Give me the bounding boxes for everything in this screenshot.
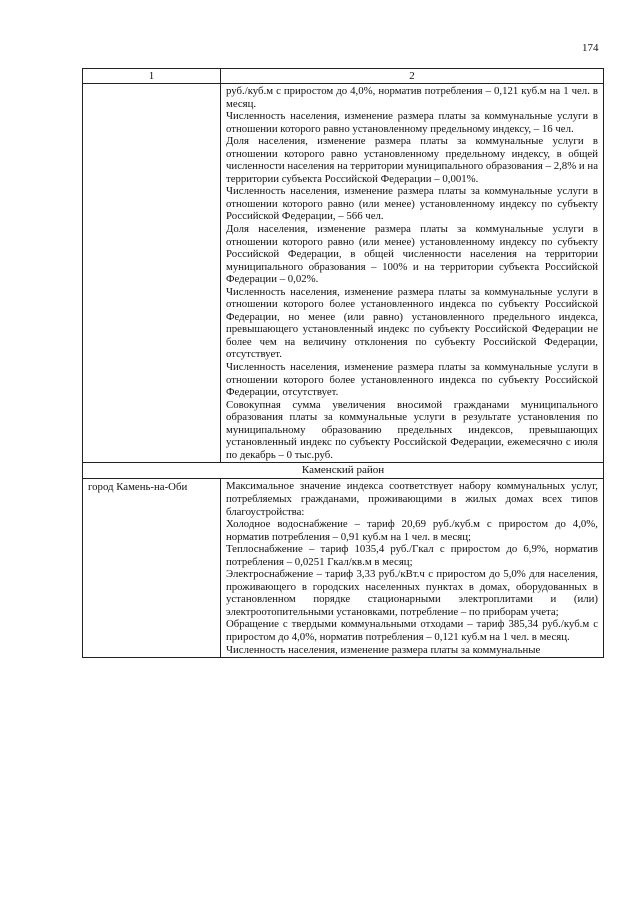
paragraph: Численность населения, изменение размера платы за коммунальные — [226, 643, 541, 656]
paragraph: Численность населения, изменение размера платы за коммунальные услуги в отношении которого более установленного индекса по субъекту Российской Федерации, отсутствует. — [226, 361, 598, 399]
table-row-block2 — [83, 479, 604, 658]
block1-text-cell — [221, 84, 604, 463]
page-number: 174 — [582, 42, 599, 54]
paragraph: Теплоснабжение – тариф 1035,4 руб./Гкал с приростом до 6,9%, норматив потребления – 0,0251 Гкал/кв.м в месяц; — [226, 543, 598, 568]
paragraph: Численность населения, изменение размера платы за коммунальные услуги в отношении которого равно установленному предельному индексу, – 16 чел. — [226, 110, 598, 135]
block2-text-cell — [221, 479, 604, 658]
table-header-row — [83, 69, 604, 84]
paragraph: Холодное водоснабжение – тариф 20,69 руб./куб.м с приростом до 4,0%, норматив потребления – 0,91 куб.м на 1 чел. в месяц; — [226, 518, 598, 543]
tariff-table — [82, 68, 604, 658]
region-title: Каменский район — [83, 463, 604, 479]
region-row — [83, 463, 604, 479]
paragraph: Совокупная сумма увеличения вносимой гражданами муниципального образования платы за коммунальные услуги в результате установления по муниципальному образованию предельных индексов, превышающих установленный индекс по субъекту Российской Федерации, ежемесячно с июля по декабрь – 0 тыс.руб. — [226, 398, 598, 461]
paragraph: Максимальное значение индекса соответствует набору коммунальных услуг, потребляемых гражданами, проживающими в жилых домах всех типов благоустройства: — [226, 480, 598, 518]
paragraph: Электроснабжение – тариф 3,33 руб./кВт.ч с приростом до 5,0% для населения, проживающего в городских населенных пунктах в домах, оборудованных в установленном порядке стационарными электроплитами и (или) электроотопительными установками, потребление – по приборам учета; — [226, 568, 598, 618]
paragraph: Доля населения, изменение размера платы за коммунальные услуги в отношении которого равно (или менее) установленному индексу по субъекту Российской Федерации, в общей численности населения на территории муниципального образования – 100% и на территории субъекта Российской Федерации – 0,02%. — [226, 223, 598, 286]
paragraph: Обращение с твердыми коммунальными отходами – тариф 385,34 руб./куб.м с приростом до 4,0%, норматив потребления – 0,121 куб.м на 1 чел. в месяц. — [226, 618, 598, 643]
paragraph: Численность населения, изменение размера платы за коммунальные услуги в отношении которого равно (или менее) установленному индексу по субъекту Российской Федерации, – 566 чел. — [226, 185, 598, 223]
table-row-block1 — [83, 84, 604, 463]
header-col-2: 2 — [221, 69, 604, 84]
paragraph: Численность населения, изменение размера платы за коммунальные услуги в отношении которого более установленного индекса по субъекту Российской Федерации, но менее (или равно) установленного предельного индекса, превышающего установленный индекс по субъекту Российской Федерации не более чем на величину отклонения по субъекту Российской Федерации, отсутствует. — [226, 285, 598, 361]
header-col-1: 1 — [83, 69, 221, 84]
paragraph: руб./куб.м с приростом до 4,0%, норматив потребления – 0,121 куб.м на 1 чел. в месяц. — [226, 85, 598, 110]
paragraph: Доля населения, изменение размера платы за коммунальные услуги в отношении которого равно установленному предельному индексу, в общей численности населения на территории муниципального образования – 2,8% и на территории субъекта Российской Федерации – 0,001%. — [226, 135, 598, 185]
empty-cell — [83, 84, 221, 463]
city-name: город Камень-на-Оби — [83, 479, 221, 658]
